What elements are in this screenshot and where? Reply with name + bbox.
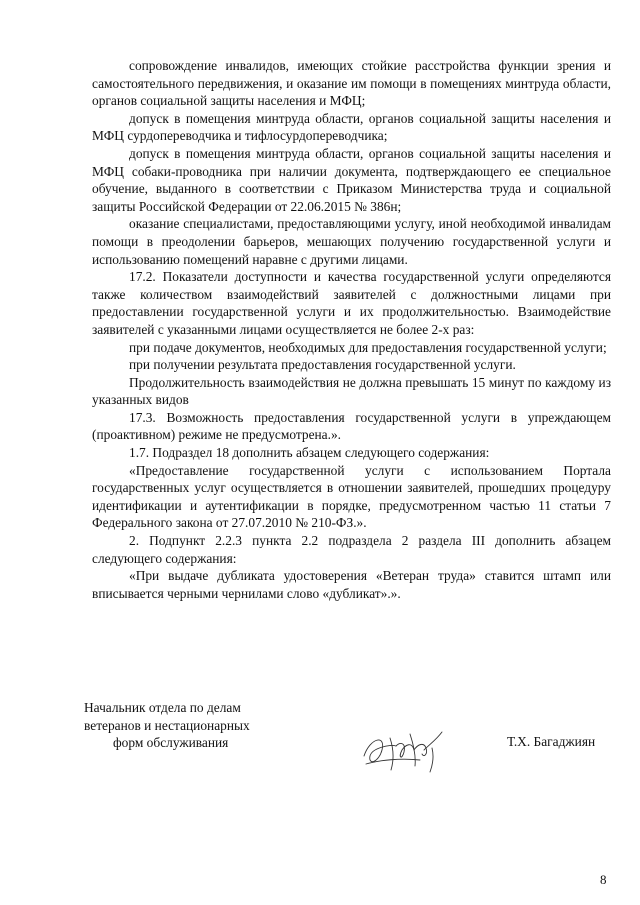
position-line: ветеранов и нестационарных	[84, 717, 250, 733]
handwritten-signature	[360, 720, 456, 778]
paragraph: допуск в помещения минтруда области, органов социальной защиты населения и МФЦ собаки-проводника при наличии документа, подтверждающего ее специальное обучение, выданного в соответствии с Приказом Министерства труда и социальной защиты Российской Федерации от 22.06.2015 № 386н;	[92, 145, 611, 214]
paragraph: допуск в помещения минтруда области, органов социальной защиты населения и МФЦ сурдопереводчика и тифлосурдопереводчика;	[92, 110, 611, 144]
paragraph: при подаче документов, необходимых для предоставления государственной услуги;	[129, 339, 607, 355]
position-line: Начальник отдела по делам	[84, 700, 241, 715]
paragraph: сопровождение инвалидов, имеющих стойкие расстройства функции зрения и самостоятельного передвижения, и оказание им помощи в помещениях минтруда области, органов социальной защиты населения и МФЦ;	[92, 58, 611, 109]
paragraph: оказание специалистами, предоставляющими услугу, иной необходимой инвалидам помощи в преодолении барьеров, мешающих получению государственной услуги и использованию помещений наравне с другими лицами.	[92, 216, 611, 267]
paragraph: 17.3. Возможность предоставления государственной услуги в упреждающем (проактивном) режиме не предусмотрена.».	[92, 409, 611, 443]
paragraph: 2. Подпункт 2.2.3 пункта 2.2 подраздела 2 раздела III дополнить абзацем следующего содержания:	[92, 533, 611, 566]
paragraph: «При выдаче дубликата удостоверения «Ветеран труда» ставится штамп или вписывается черными чернилами слово «дубликат».».	[92, 568, 611, 601]
position-line: форм обслуживания	[113, 735, 229, 751]
signatory-position	[84, 699, 250, 752]
paragraph: «Предоставление государственной услуги с использованием Портала государственных услуг осуществляется в отношении заявителей, прошедших процедуру идентификации и аутентификации в порядке, предусмотренном частью 11 статьи 7 Федерального закона от 27.07.2010 № 210-ФЗ.».	[92, 462, 611, 531]
signatory-name: Т.Х. Багаджиян	[507, 734, 596, 749]
paragraph: Продолжительность взаимодействия не должна превышать 15 минут по каждому из указанных видов	[92, 374, 611, 408]
page-number: 8	[600, 872, 607, 887]
paragraph: при получении результата предоставления государственной услуги.	[129, 357, 516, 373]
paragraph: 1.7. Подраздел 18 дополнить абзацем следующего содержания:	[129, 445, 490, 461]
paragraph: 17.2. Показатели доступности и качества государственной услуги определяются также количеством взаимодействий заявителей с должностными лицами при предоставлении государственной услуги и их продолжительностью. Взаимодействие заявителей с указанными лицами осуществляется не более 2-х раз:	[92, 269, 611, 337]
document-body	[92, 57, 611, 602]
